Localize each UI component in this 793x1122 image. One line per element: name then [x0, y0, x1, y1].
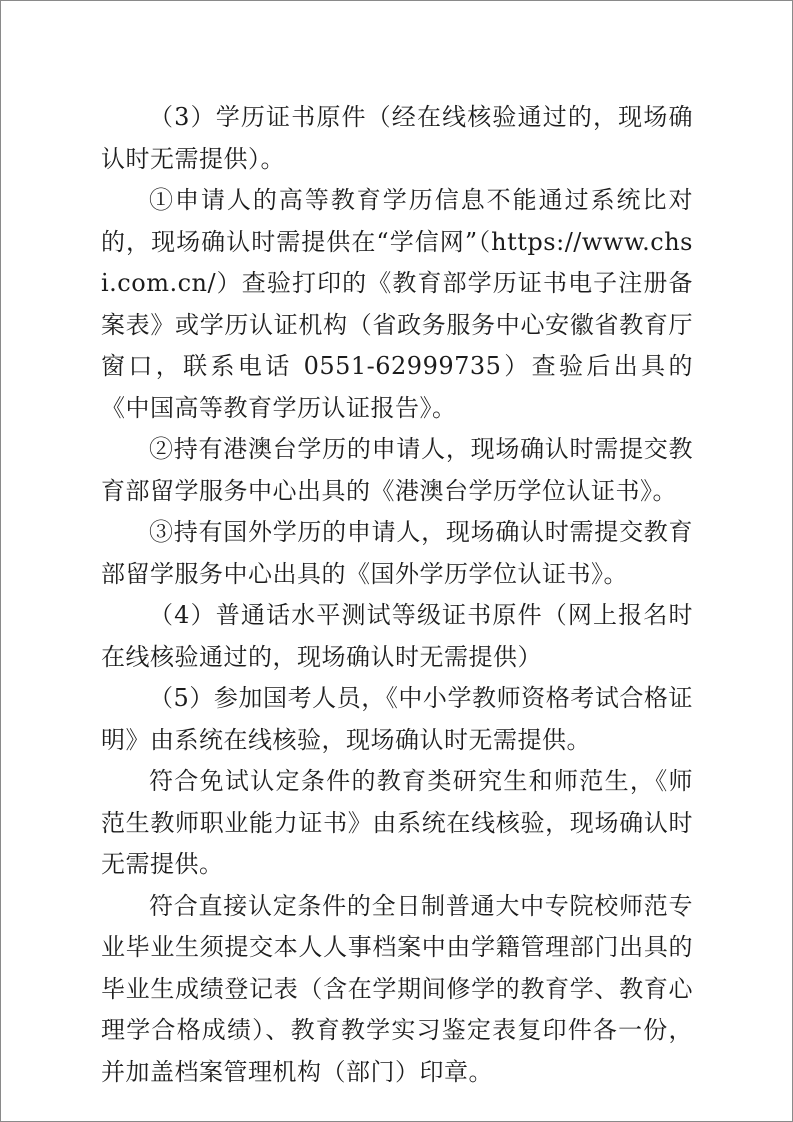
paragraph-item-3-degree-certificate-original: （3）学历证书原件（经在线核验通过的，现场确认时无需提供）。: [101, 103, 693, 173]
paragraph-direct-certification-graduates: 符合直接认定条件的全日制普通大中专院校师范专业毕业生须提交本人人事档案中由学籍管理部门出具的毕业生成绩登记表（含在学期间修学的教育学、教育心理学合格成绩）、教育教学实习鉴定表复印件各一份，并加盖档案管理机构（部门）印章。: [101, 891, 693, 1086]
paragraph-note-3-foreign-degree: ③持有国外学历的申请人，现场确认时需提交教育部留学服务中心出具的《国外学历学位认证书》。: [101, 518, 693, 588]
paragraph-note-2-hk-macao-taiwan-degree: ②持有港澳台学历的申请人，现场确认时需提交教育部留学服务中心出具的《港澳台学历学位认证书》。: [101, 435, 693, 505]
document-body: [101, 97, 693, 1093]
paragraph-item-5-national-exam-certificate: （5）参加国考人员，《中小学教师资格考试合格证明》由系统在线核验，现场确认时无需提供。: [101, 684, 693, 754]
paragraph-item-4-putonghua-certificate: （4）普通话水平测试等级证书原件（网上报名时在线核验通过的，现场确认时无需提供）: [101, 601, 693, 671]
paragraph-exemption-normal-students: 符合免试认定条件的教育类研究生和师范生，《师范生教师职业能力证书》由系统在线核验，现场确认时无需提供。: [101, 767, 693, 878]
paragraph-note-1-higher-education-verification: ①申请人的高等教育学历信息不能通过系统比对的，现场确认时需提供在“学信网”（https://www.chsi.com.cn/）查验打印的《教育部学历证书电子注册备案表》或学历认证机构（省政务服务中心安徽省教育厅窗口，联系电话 0551-62999735）查验后出具的《中国高等教育学历认证报告》。: [101, 186, 693, 422]
